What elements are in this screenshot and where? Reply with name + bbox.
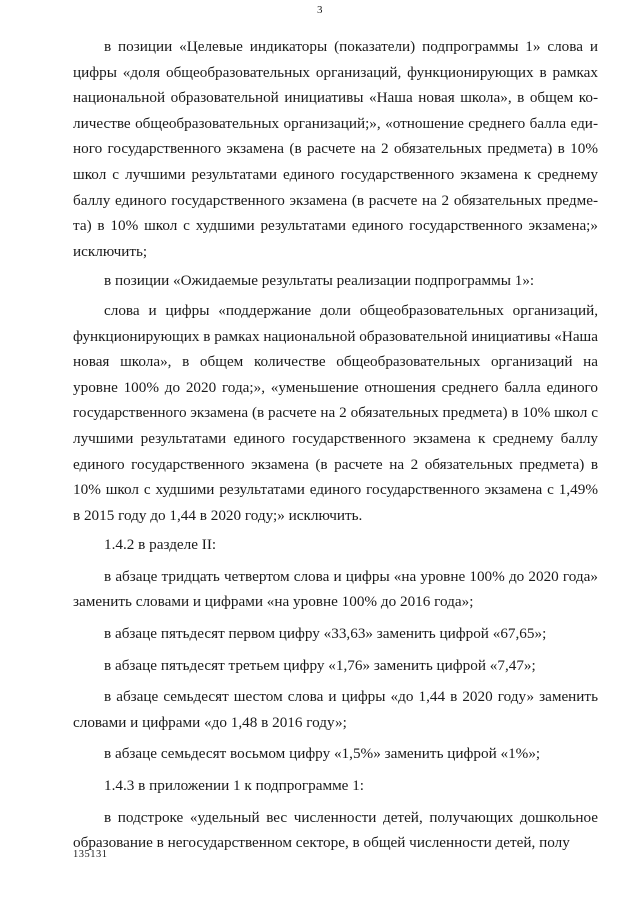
paragraph-section-1-4-2: 1.4.2 в разделе II:: [104, 536, 217, 554]
page-number: 3: [317, 4, 323, 16]
document-code: 135131: [73, 849, 108, 860]
paragraph-expected-results-text: слова и цифры «поддержание доли общеобразовательных организаций, функционирующих в рамках национальной образовательной инициативы «Наша новая школа», в общем количестве общеобразовательных организаций на уровне 100% до 2020 года;», «уменьшение отношения среднего балла единого государственного экзамена (в расчете на 2 обязательных предмета) в 10% школ с лучшими результатами единого государственного экзамена к среднему баллу единого государственного экзамена (в расчете на 2 обязательных предмета) в 10% школ с худшими результатами единого государственного экзамена с 1,49% в 2015 году до 1,44 в 2020 году;» исключить.: [73, 301, 598, 524]
document-body: [73, 34, 598, 856]
paragraph-abzac-34: в абзаце тридцать четвертом слова и цифры «на уровне 100% до 2020 года» заменить словами и цифрами «на уровне 100% до 2016 года»;: [73, 567, 598, 611]
paragraph-abzac-53: в абзаце пятьдесят третьем цифру «1,76» заменить цифрой «7,47»;: [104, 656, 536, 674]
paragraph-abzac-78: в абзаце семьдесят восьмом цифру «1,5%» заменить цифрой «1%»;: [104, 745, 541, 763]
paragraph-abzac-76: в абзаце семьдесят шестом слова и цифры «до 1,44 в 2020 году» заменить словами и цифрами «до 1,48 в 2016 году»;: [73, 688, 598, 731]
paragraph-target-indicators: в позиции «Целевые индикаторы (показатели) подпрограммы 1» слова и цифры «доля общеобразовательных организаций, функционирующих в рамках национальной образовательной инициативы «Наша новая школа», в общем количестве общеобразовательных организаций;», «отношение среднего балла единого государственного экзамена (в расчете на 2 обязательных предмета) в 10% школ с лучшими результатами единого государственного экзамена к среднему баллу единого государственного экзамена (в расчете на 2 обязательных предмета) в 10% школ с худшими результатами единого государственного экзамена;» исключить;: [73, 38, 598, 260]
paragraph-substring-preschool: в подстроке «удельный вес численности детей, получающих дошкольное образование в негосударственном секторе, в общей численности детей, полу: [73, 808, 598, 852]
paragraph-section-1-4-3: 1.4.3 в приложении 1 к подпрограмме 1:: [104, 777, 365, 795]
paragraph-abzac-51: в абзаце пятьдесят первом цифру «33,63» заменить цифрой «67,65»;: [104, 625, 547, 643]
paragraph-expected-results-heading: в позиции «Ожидаемые результаты реализации подпрограммы 1»:: [104, 272, 535, 290]
